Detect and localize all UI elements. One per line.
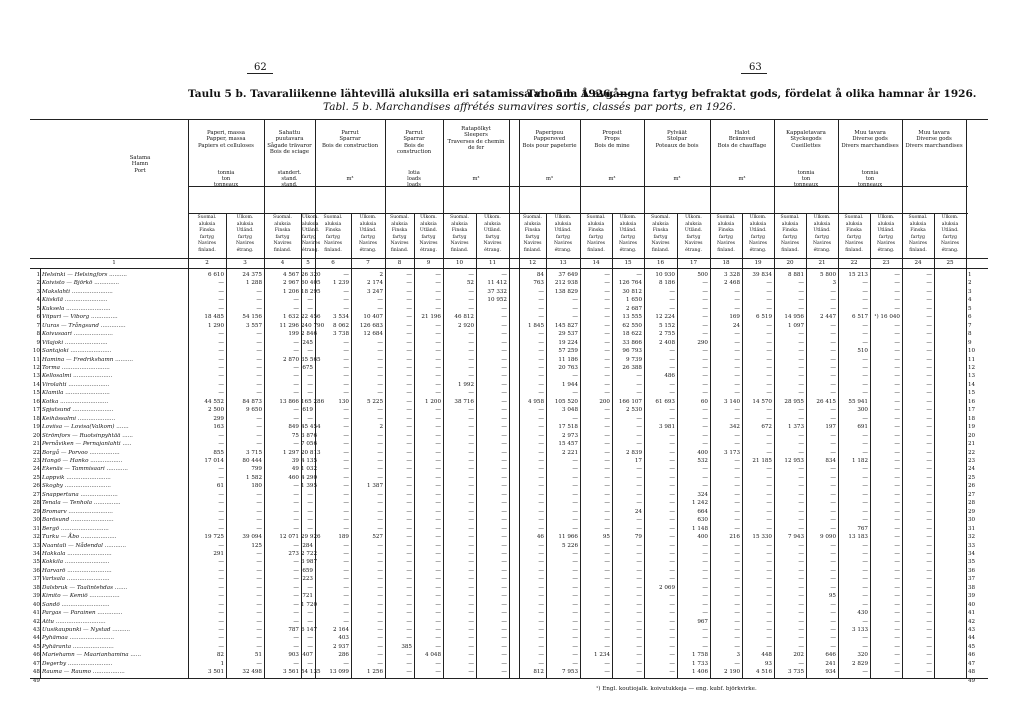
unit-piece-goods: tonnia ton tonneaux xyxy=(793,170,819,188)
data-column: — — — — — — — — — — — — — — — 200 — — — — — — — — — — — — — — — 95 — — — — — — — — — — — — — 1 234 — — xyxy=(593,272,610,676)
data-column: 6 610 — — — — 18 485 1 290 — — — — — — — — 44 552 2 500 299 163 — — 855 17 014 — — 61 — — — — — 19 725 — 291 — — — — — — — — — — — 82 1 3 501 xyxy=(204,272,224,676)
unit-sawn: standert. stand. stand. xyxy=(277,170,302,188)
unit-paper: tonnia ton tonneaux xyxy=(213,170,239,188)
data-column: 84 763 — — — — 1 845 — — — — — — — — 4 958 — — — — — — — — — — — — — — — 46 — — — — — — — — — — — — — — — 812 xyxy=(527,272,544,676)
data-column: 500 — — — — — — — 290 — — — — — — 60 — — — — — 400 532 — — — 324 1 242 664 630 1 148 400 — — — — — — — — — 967 — — — 1 758 1 733 1 406 xyxy=(691,272,708,676)
flag-header-foreign: Ulkom. aluksia Utländ. fartyg Navires étrang. xyxy=(553,215,573,253)
column-number: 23 xyxy=(882,260,890,266)
data-column: 4 567 2 967 1 206 — — 1 632 11 296 199 — — 2 870 — — — — 13 866 — — 849 75 — 1 297 39 49 460 — — — — — — 12 071 — 273 — — — — — — — — 787 — — 903 — 3 561 xyxy=(279,272,299,676)
column-number: 18 xyxy=(722,260,730,266)
data-column: — 126 764 30 812 1 650 2 687 13 555 62 550 18 622 33 866 96 793 9 739 26 388 — — — 166 107 2 530 — — — — 2 839 17 — — — — — 24 — — 79 — — — — — — — — — — — — — — — — xyxy=(618,272,642,676)
title-finnish: Taulu 5 b. Tavaraliikenne lähtevillä aluksilla eri satamissa vuonna 1926. — xyxy=(188,88,629,100)
flag-header-foreign: Ulkom. aluksia Utländ. fartyg Navires étrang. xyxy=(812,215,832,253)
data-column: 15 213 — — — — 6 517 — — — 510 — — — — — 55 941 300 — 691 — — — 1 182 — — — — — — — 767 13 183 — — — — — — — — 430 — 3 133 — — 320 2 829 — xyxy=(848,272,868,676)
data-column: 3 328 2 468 — — — 169 24 — — — — — — — — 3 140 — — 342 — — 3 173 — — — — — — — — — 216 — — — — — — — — — — — — — 3 — 2 190 xyxy=(723,272,740,676)
row-numbers-left: 1 2 3 4 5 6 7 8 9 10 11 12 13 14 15 16 17 18 19 20 21 22 23 24 25 26 27 28 29 30 31 32 33 34 35 36 37 38 39 40 41 42 43 44 45 46 47 48 49 xyxy=(32,272,40,684)
flag-header-foreign: Ulkom. aluksia Utländ. fartyg Navires étrang. xyxy=(618,215,638,253)
column-number: 2 xyxy=(205,260,209,266)
flag-header-finnish: Suomal. aluksia Finska fartyg Navires finland. xyxy=(523,215,542,253)
flag-header-foreign: Ulkom. aluksia Utländ. fartyg Navires étrang. xyxy=(940,215,960,253)
flag-header-finnish: Suomal. aluksia Finska fartyg Navires finland. xyxy=(323,215,343,253)
column-number: 15 xyxy=(624,260,632,266)
unit-beams-2: lotia loads loads xyxy=(407,170,421,188)
data-column: — — — — — — — — — — — — — — — — — — — — — — — — — — — — — — — — — — — — — — — — — — — — 385 — — — xyxy=(401,272,412,676)
flag-header-foreign: Ulkom. aluksia Utländ. fartyg Navires étrang. xyxy=(684,215,703,253)
data-column: 39 834 — — — — 6 519 — — — — — — — — — 14 570 — — 672 — — — 21 185 — — — — — — — — 15 330 — — — — — — — — — — — — — 448 93 4 516 xyxy=(752,272,772,676)
table-bottom-rule xyxy=(30,678,988,679)
flag-header-finnish: Suomal. aluksia Finska fartyg Navires finland. xyxy=(716,215,736,253)
column-number: 20 xyxy=(786,260,794,266)
unit-beams-1: m³ xyxy=(346,176,354,182)
header-sawn-timber: Sahattu puutavara Sågade trävaror Bois de sciage xyxy=(267,130,312,156)
data-column: 5 800 3 — — — 2 447 — — — — — — — — — 26 415 — — 197 — — — 834 — — — — — — — — 9 090 — — — — — — 95 — — — — — — 646 241 934 xyxy=(816,272,836,676)
column-number: 4 xyxy=(280,260,285,266)
flag-header-finnish: Suomal. aluksia Finska fartyg Navires finland. xyxy=(586,215,606,253)
title-french-left: Tabl. 5 b. Marchandises affrétés sur xyxy=(323,101,515,113)
data-column: 37 649 212 938 138 829 — — — 145 827 29 537 19 224 57 259 11 186 20 763 — 1 944 — 105 520 3 048 — 17 518 2 973 15 457 2 221 — — — — — — — — — 11 966 5 226 — — — — — — — — — — — — — — 7 953 xyxy=(554,272,578,676)
unit-firewood: m³ xyxy=(738,176,746,182)
flag-header-foreign: Ulkom. aluksia Utländ. fartyg Navires étrang. xyxy=(748,215,768,253)
unit-sleepers: m³ xyxy=(472,176,480,182)
page-number-right: 63 xyxy=(749,62,762,73)
column-number: 11 xyxy=(488,260,497,266)
unit-poles: m³ xyxy=(673,176,681,182)
row-numbers-right: 1 2 3 4 5 6 7 8 9 10 11 12 13 14 15 16 17 18 19 20 21 22 23 24 25 26 27 28 29 30 31 32 33 34 35 36 37 38 39 40 41 42 43 44 45 46 47 48 49 xyxy=(968,272,976,684)
flag-rule xyxy=(188,213,968,214)
header-firewood: Halot Brännved Bois de chauffage xyxy=(717,130,767,149)
column-number: 10 xyxy=(455,260,464,266)
column-number: 3 xyxy=(243,260,247,266)
data-column: — — — — — — — — — — — — — — — — — — — — — — — — — — — — — — — — — — — — — — — — — — — — — — — — xyxy=(926,272,932,676)
header-beams-2: Parrut Sparrar Bois de construction xyxy=(396,130,432,156)
flag-header-finnish: Suomal. aluksia Finska fartyg Navires finland. xyxy=(197,215,217,253)
flag-header-finnish: Suomal. aluksia Finska fartyg Navires finland. xyxy=(390,215,409,253)
data-column: 2 2 174 3 247 — — 10 407 126 683 12 684 — — — — — — — 5 225 — — 2 — — — — — — 1 387 — — — — — 527 — — — — — — — — — — — — — — — 1 256 xyxy=(359,272,383,676)
flag-header-finnish: Suomal. aluksia Finska fartyg Navires finland. xyxy=(450,215,469,253)
column-number: 25 xyxy=(946,260,954,266)
title-swedish: Tab. 5 b. Å avgångna fartyg befraktat gods, fördelat å olika hamnar år 1926. xyxy=(527,88,977,100)
column-number: 19 xyxy=(754,260,762,266)
flag-header-finnish: Suomal. aluksia Finska fartyg Navires finland. xyxy=(273,215,292,253)
flag-header-finnish: Suomal. aluksia Finska fartyg Navires finland. xyxy=(651,215,670,253)
data-column: 24 375 1 288 — — — 54 156 3 557 — — — — — — — — 84 873 9 650 — — — — 3 715 80 444 799 1 582 180 — — — — — 39 094 125 — — — — — — — — — — — — 51 — 32 498 xyxy=(242,272,262,676)
unit-pulpwood: m³ xyxy=(546,176,553,182)
page-number-left: 62 xyxy=(254,62,267,73)
flag-header-foreign: Ulkom. aluksia Utländ. fartyg Navires étrang. xyxy=(302,215,321,253)
header-pulpwood: Paperipuu Pappersved Bois pour papeterie xyxy=(522,130,577,149)
column-number: 16 xyxy=(656,260,665,266)
column-number: 5 xyxy=(306,260,310,266)
column-number: 8 xyxy=(397,260,402,266)
column-number: 9 xyxy=(426,260,431,266)
column-number: 1 xyxy=(112,260,116,266)
header-props: Propsit Props Bois de mine xyxy=(594,130,630,149)
column-number: 12 xyxy=(528,260,537,266)
unit-other-goods: tonnia ton tonneaux xyxy=(857,170,883,188)
header-beams-1: Parrut Sparrar Bois de construction xyxy=(321,130,379,149)
port-names: Helsinki — Helsingfors .......... Koivisto — Björkö .............. Makslahti ....................... Kiiskilä ........................ Kuksela ......................... Viipuri — Viborg ............... Uuras — Trångsund .............. Koivusaari ...................... Vilajoki ........................ Santajoki ....................... Hamina — Fredrikshamn .......... Torma ........................... Kellosalmi ...................... Virolahti ....................... Klamila ......................... Kotka ........................... Spjutsund ....................... Keihässalmi ..................... Loviisa — Lovisa(Valkom) ....... Strömfors — Ruotsinpyhtää ...... Pernåviken — Pernajanlahti ..... Borgå — Porvoo ................. Hangö — Hanko .................. Ekenäs — Tammisaari ............ Lappvik ......................... Skogby .......................... Snappertuna ..................... Tenala — Tenhola ............... Bromarv ......................... Barösund ........................ Bergö ........................... Turku — Åbo .................... Naantali — Nådendal ............ Hakkala ......................... Kokkila ......................... Harvarö ......................... Vartsala ........................ Dalsbruk — Taalintehdas ....... Kimito — Kemiö ................. Sandö ........................... Pargas — Parainen .............. Attu ............................ Uusikaupunki — Nystad .......... Pyhämaa ......................... Pyhäranta ....................... Mariehamn — Maarianhamina ...... Degerby ......................... Rauma — Raumo .................. xyxy=(42,272,142,676)
title-french-right: navires sortis, classés par ports, en 1926. xyxy=(514,101,736,113)
footnote: ¹) Engl. koutiojalk. koivutukkeja — eng. kubf. björkvirke. xyxy=(596,686,757,692)
header-piece-goods: Kappaletavara Styckegods Cueillettes xyxy=(786,130,826,149)
column-number: 22 xyxy=(850,260,858,266)
flag-header-foreign: Ulkom. aluksia Utländ. fartyg Navires étrang. xyxy=(419,215,438,253)
port-header: Satama Hamn Port xyxy=(129,155,151,174)
data-column: 26 320 60 405 18 295 — — 22 456 240 790 2 846 245 — 35 565 675 — — — 165 286 619 — 45 454 3 876 7 056 20 813 4 135 1 032 4 290 1 395 — — — — — 29 926 284 2 722 3 987 659 223 — 721 1 720 — — 6 147 — — 407 — 54 135 xyxy=(301,272,325,676)
data-column: — — — — — 21 196 — — — — — — — — — 1 200 — — — — — — — — — — — — — — — — — — — — — — — — — — — — — 4 048 — — xyxy=(421,272,441,676)
column-number: 17 xyxy=(689,260,698,266)
column-number: 13 xyxy=(559,260,567,266)
column-number: 6 xyxy=(331,260,335,266)
column-number: 14 xyxy=(592,260,600,266)
column-number: 21 xyxy=(818,260,826,266)
header-poles: Pylväät Stolpar Poteaux de bois xyxy=(655,130,699,149)
header-other-goods-2: Muu tavara Diverse gods Divers marchandises xyxy=(905,130,963,149)
data-column: — — — — — ¹) 16 040 — — — — — — — — — — — — — — — — — — — — — — — — — — — — — — — — — — — — — — — — — — xyxy=(874,272,900,676)
unit-props: m³ xyxy=(608,176,616,182)
data-column: — 1 239 — — — 3 534 8 062 3 738 — — — — — — — 130 — — — — — — — — — — — — — — — 189 — — — — — — — — — — 2 164 403 2 937 286 — 13 099 xyxy=(329,272,349,676)
header-other-goods-1: Muu tavara Diverse gods Divers marchandises xyxy=(841,130,899,149)
header-paper: Paperi, massa Papper, massa Papiers et celluloses xyxy=(198,130,254,149)
header-sleepers: Ratapölkyt Sleepers Traverses de chemin de fer xyxy=(447,126,505,152)
flag-header-finnish: Suomal. aluksia Finska fartyg Navires finland. xyxy=(908,215,928,253)
flag-header-foreign: Ulkom. aluksia Utländ. fartyg Navires étrang. xyxy=(483,215,502,253)
flag-header-finnish: Suomal. aluksia Finska fartyg Navires finland. xyxy=(780,215,800,253)
column-number: 7 xyxy=(366,260,370,266)
data-column: 8 881 — — — — 14 956 1 097 — — — — — — — — 28 955 — — 1 373 — — — 12 953 — — — — — — — — 7 943 — — — — — — — — — — — — — 202 — 3 735 xyxy=(784,272,804,676)
data-column: — 52 — — — 46 812 2 920 — — — — — — 1 992 — 38 716 — — — — — — — — — — — — — — — — — — — — — — — — — — — — — — — — xyxy=(454,272,474,676)
column-number: 24 xyxy=(914,260,922,266)
flag-header-foreign: Ulkom. aluksia Utländ. fartyg Navires étrang. xyxy=(235,215,255,253)
flag-header-foreign: Ulkom. aluksia Utländ. fartyg Navires étrang. xyxy=(876,215,896,253)
flag-header-finnish: Suomal. aluksia Finska fartyg Navires finland. xyxy=(844,215,864,253)
data-column: 10 930 8 186 — — — 12 224 5 152 2 755 2 408 — — — 486 — — 61 693 — — 3 981 — — — — — — — — — — — — — — — — — — 2 069 — — — — — — — — — — xyxy=(655,272,675,676)
data-column: — 11 412 37 332 10 952 — — — — — — — — — — — — — — — — — — — — — — — — — — — — — — — — — — — — — — — — — — — — xyxy=(487,272,507,676)
flag-header-foreign: Ulkom. aluksia Utländ. fartyg Navires étrang. xyxy=(358,215,378,253)
